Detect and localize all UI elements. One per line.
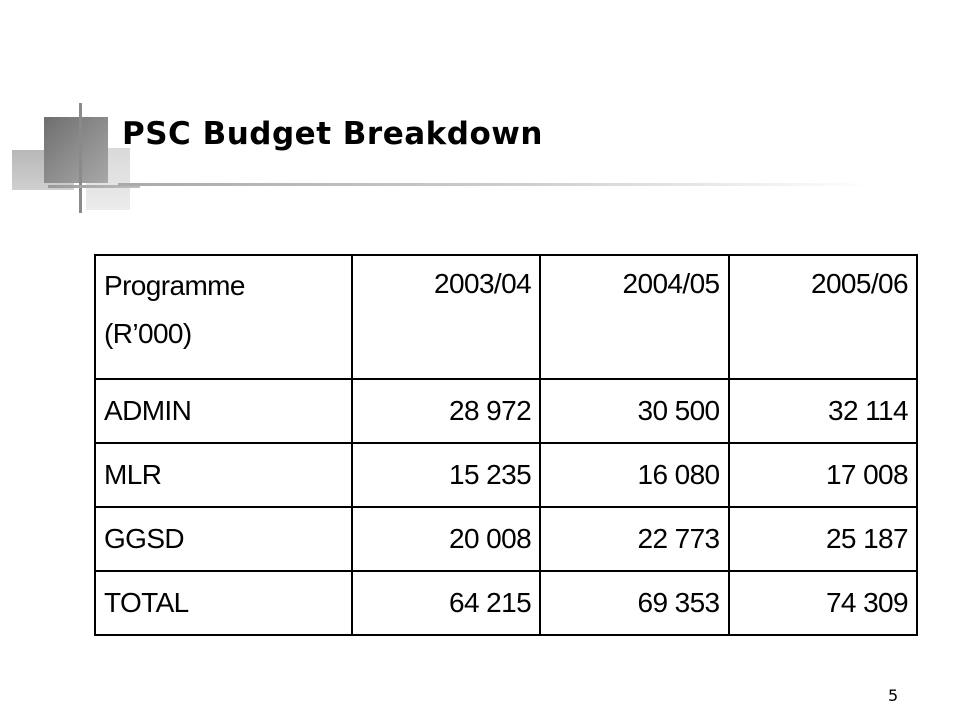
row-value: 20 008 (352, 507, 540, 571)
header-year: 2003/04 (352, 255, 540, 379)
ornament-dark-block (44, 117, 108, 183)
header-programme-unit: (R’000) (104, 318, 192, 349)
header-year: 2004/05 (540, 255, 728, 379)
header-year: 2005/06 (729, 255, 917, 379)
row-programme-name: TOTAL (95, 571, 352, 635)
row-value: 69 353 (540, 571, 728, 635)
row-programme-name: ADMIN (95, 379, 352, 443)
ornament-vertical-line (79, 103, 82, 213)
row-programme-name: GGSD (95, 507, 352, 571)
row-value: 28 972 (352, 379, 540, 443)
row-value: 32 114 (729, 379, 917, 443)
header-programme-label: Programme (104, 270, 245, 301)
row-value: 64 215 (352, 571, 540, 635)
header-programme (95, 255, 352, 379)
table-row (95, 443, 917, 507)
slide-title: PSC Budget Breakdown (122, 116, 543, 152)
page-number: 5 (888, 686, 899, 705)
row-value: 16 080 (540, 443, 728, 507)
decorative-block-ornament (0, 0, 140, 230)
table-row-total (95, 571, 917, 635)
row-value: 17 008 (729, 443, 917, 507)
table-row (95, 379, 917, 443)
row-value: 30 500 (540, 379, 728, 443)
table-row (95, 507, 917, 571)
row-value: 74 309 (729, 571, 917, 635)
row-value: 25 187 (729, 507, 917, 571)
budget-table (94, 254, 918, 636)
title-underline (118, 183, 870, 186)
row-value: 22 773 (540, 507, 728, 571)
row-programme-name: MLR (95, 443, 352, 507)
table-header-row (95, 255, 917, 379)
row-value: 15 235 (352, 443, 540, 507)
